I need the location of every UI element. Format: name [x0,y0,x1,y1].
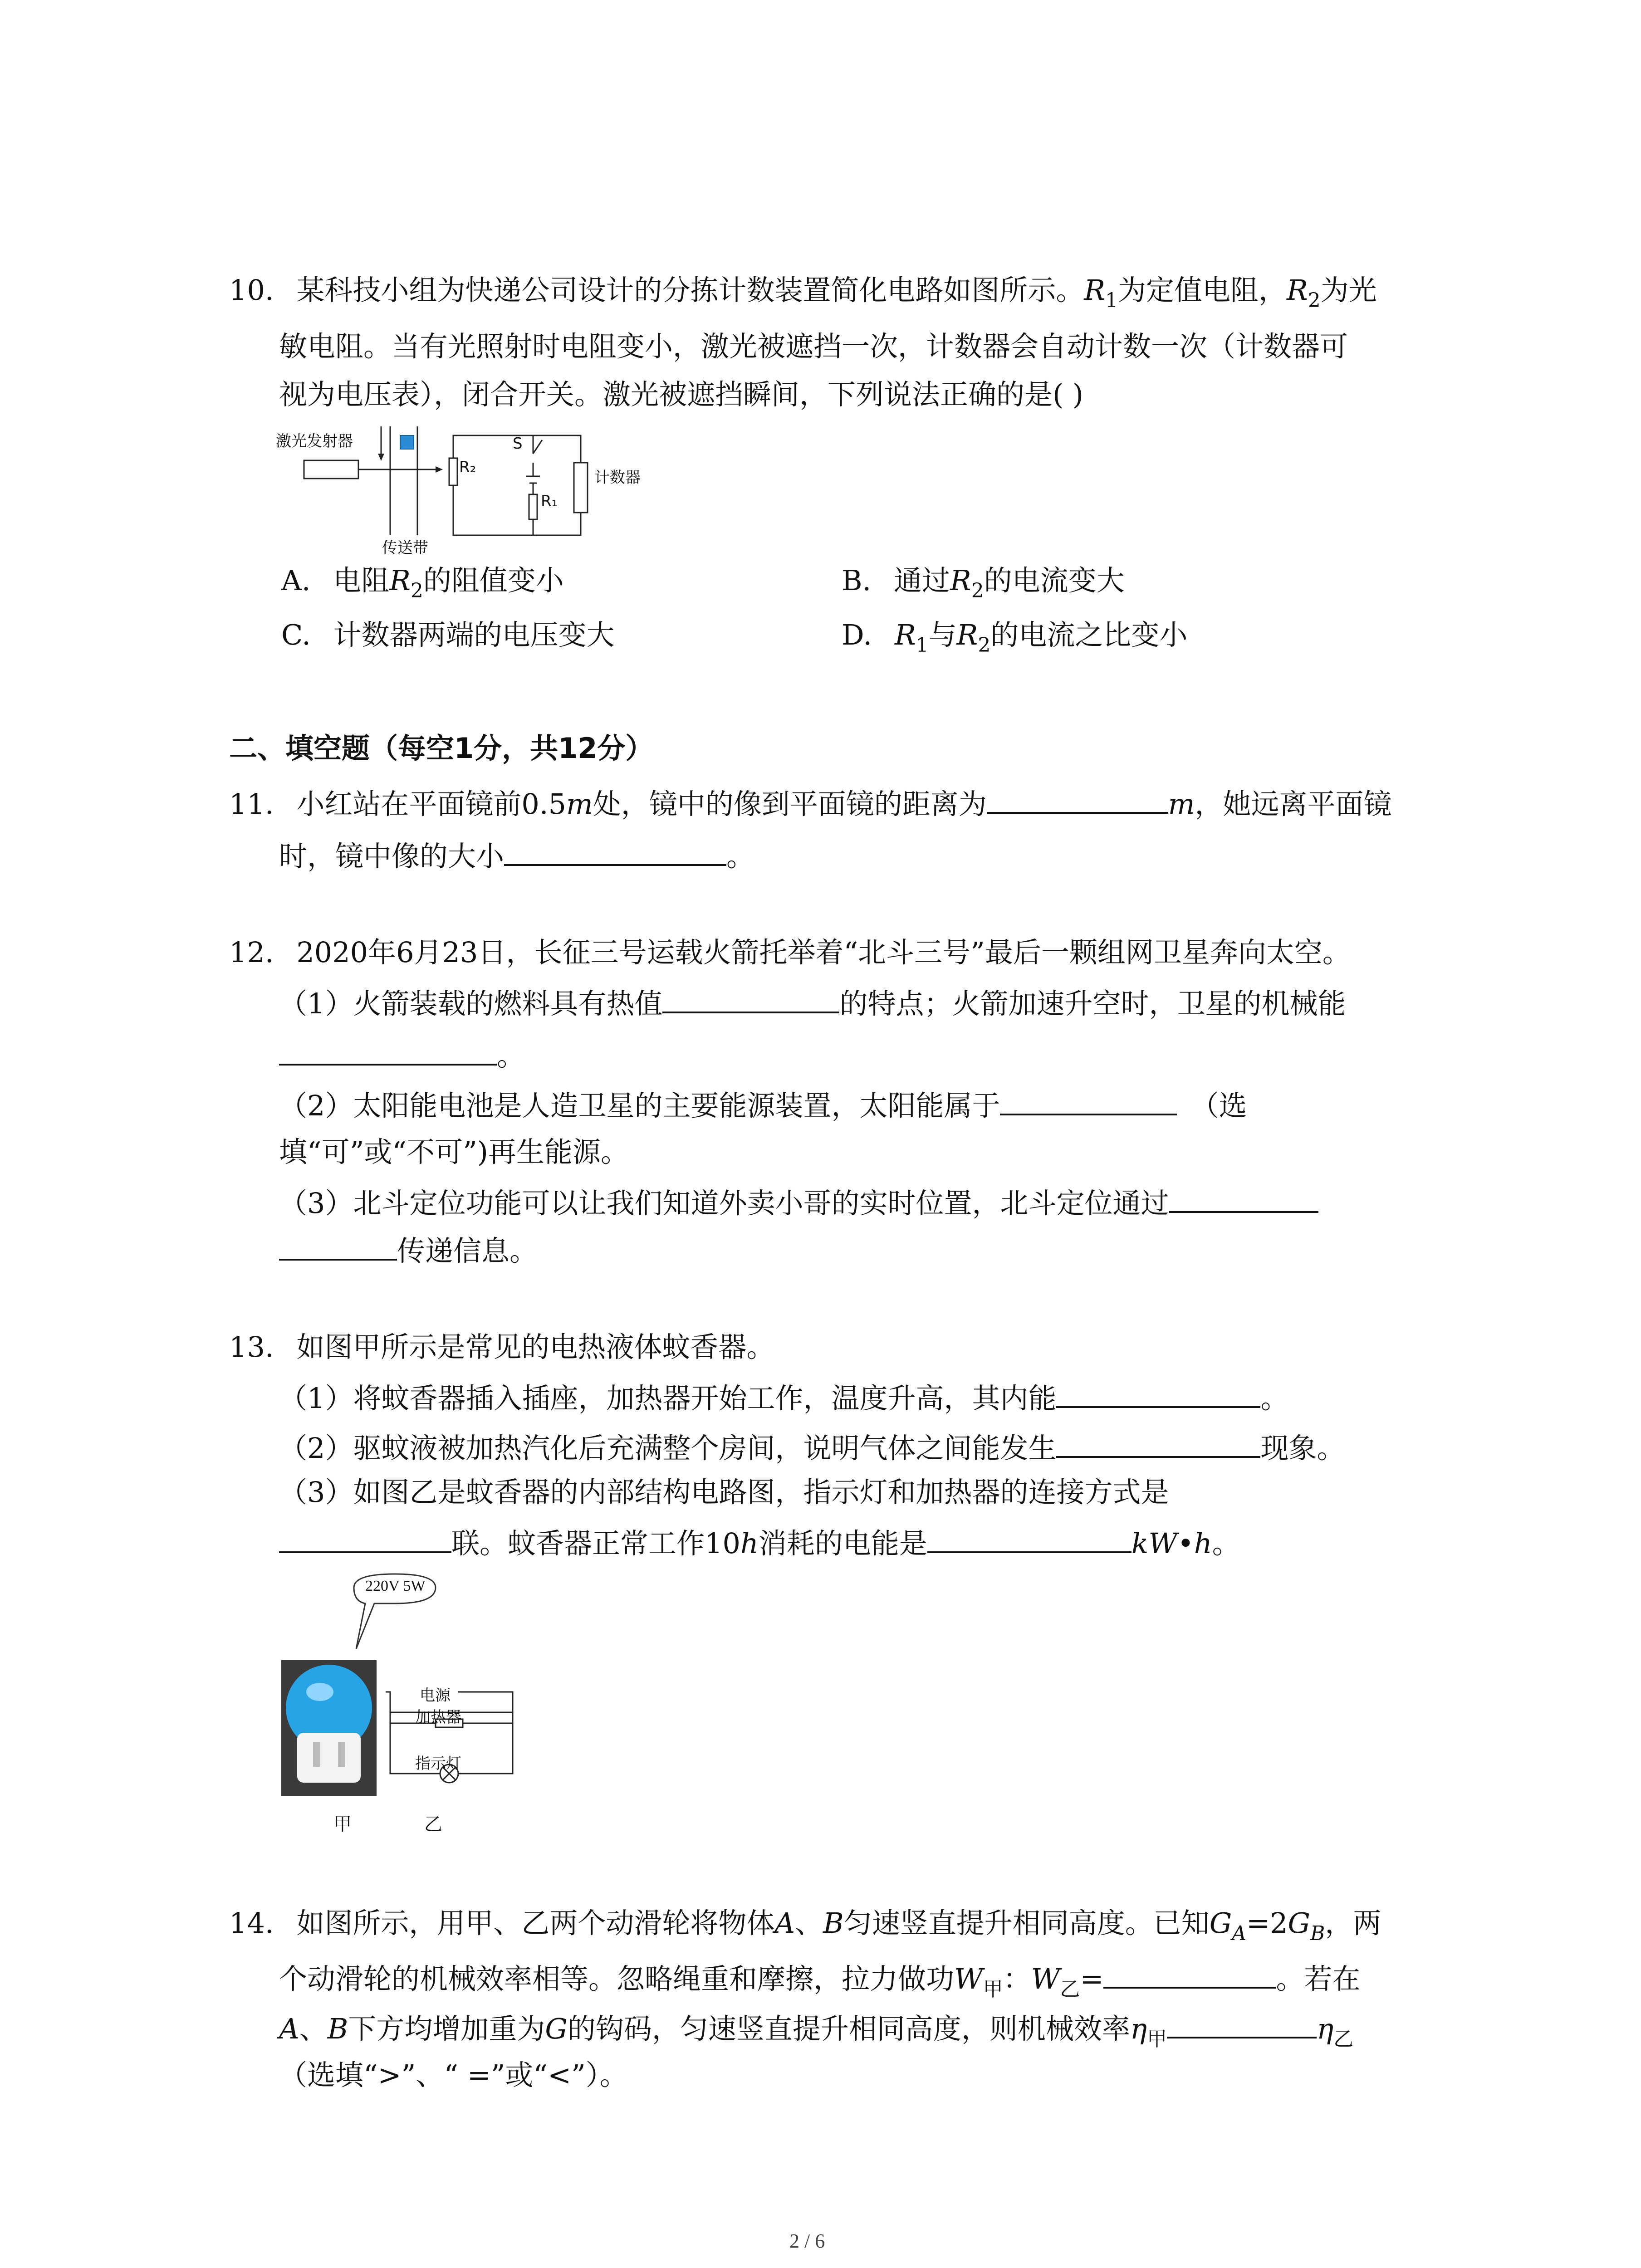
heater-label: 加热器 [415,1708,461,1726]
q14-line1: 14. 如图所示，用甲、乙两个动滑轮将物体A、B匀速竖直提升相同高度。已知$G_A=2G_B$，两 [229,1906,1381,1945]
counter-label: 计数器 [594,469,641,487]
q12-part1: （1）火箭装载的燃料具有热值 的特点；火箭加速升空时，卫星的机械能 [279,984,1346,1022]
label-yi: 乙 [424,1814,442,1835]
section-heading: 二、填空题（每空1分，共12分） [229,732,654,765]
q13-blank-1[interactable] [1056,1379,1260,1408]
q10-option-d[interactable]: D. $R_1$与$R_2$的电流之比变小 [842,618,1188,657]
q12-part1-cont: 。 [279,1036,525,1074]
q13-part1: （1）将蚊香器插入插座，加热器开始工作，温度升高，其内能 。 [279,1379,1288,1417]
label-jia: 甲 [333,1814,352,1835]
q13-blank-3[interactable] [279,1524,451,1553]
q12-part2: （2）太阳能电池是人造卫星的主要能源装置，太阳能属于 （选 [279,1086,1247,1124]
q12-line1: 12. 2020年6月23日，长征三号运载火箭托举着“北斗三号”最后一颗组网卫星奔向太空。 [229,936,1351,969]
laser-label: 激光发射器 [276,432,353,450]
page-number: 2 / 6 [789,2230,825,2252]
switch-label: S [513,435,523,453]
q11-line2: 时，镜中像的大小 。 [279,837,754,875]
q14-line3: A、B下方均增加重为G的钩码，匀速竖直提升相同高度，则机械效率$\eta_甲$ $\eta_乙$ [279,2009,1353,2050]
q13-line1: 13. 如图甲所示是常见的电热液体蚊香器。 [229,1330,775,1364]
q12-part2-cont: 填“可”或“不可”)再生能源。 [279,1135,629,1168]
q12-blank-5[interactable] [279,1232,397,1261]
q14-line2: 个动滑轮的机械效率相等。忽略绳重和摩擦，拉力做功$W_甲$：$W_乙=$ 。若在 [279,1960,1360,2000]
q12-part3: （3）北斗定位功能可以让我们知道外卖小哥的实时位置，北斗定位通过 [279,1184,1318,1222]
q13-part3: （3）如图乙是蚊香器的内部结构电路图，指示灯和加热器的连接方式是 [279,1476,1169,1509]
r1-label: R₁ [541,492,558,510]
bubble-label: 220V 5W [365,1578,426,1594]
q14-blank-1[interactable] [1103,1960,1276,1989]
belt-label: 传送带 [382,539,428,557]
q13-blank-2[interactable] [1056,1429,1260,1458]
q11-blank-2[interactable] [504,837,726,866]
q13-blank-4[interactable] [927,1524,1132,1553]
power-label: 电源 [420,1686,451,1705]
q13-part3-cont: 联。蚊香器正常工作10h消耗的电能是 kW•h。 [279,1524,1240,1562]
q10-option-a[interactable]: A. 电阻$R_2$的阻值变小 [281,564,564,602]
q12-blank-2[interactable] [279,1036,497,1066]
q13-part2: （2）驱蚊液被加热汽化后充满整个房间，说明气体之间能发生 现象。 [279,1429,1345,1466]
lamp-label: 指示灯 [415,1755,461,1773]
r2-label: R₂ [459,458,476,476]
q11-line1: 11. 小红站在平面镜前0.5m处，镜中的像到平面镜的距离为 m，她远离平面镜 [229,785,1392,822]
q10-option-b[interactable]: B. 通过$R_2$的电流变大 [842,564,1125,602]
q14-blank-2[interactable] [1167,2009,1317,2038]
q11-blank-1[interactable] [987,785,1168,814]
q12-blank-3[interactable] [1000,1086,1177,1115]
q10-option-c[interactable]: C. 计数器两端的电压变大 [281,618,615,651]
laser-emitter [304,460,358,479]
q10-line1: 10. 某科技小组为快递公司设计的分拣计数装置简化电路如图所示。$R_1$为定值电阻，$R_2$为光 [229,274,1377,312]
q12-part3-cont: 传递信息。 [279,1232,538,1269]
q10-line3: 视为电压表），闭合开关。激光被遮挡瞬间，下列说法正确的是( ) [279,378,1084,411]
q12-blank-4[interactable] [1169,1184,1318,1213]
resistor-r1 [529,494,537,519]
q13-figure [277,1569,531,1860]
q14-line4: （选填“>”、“ =”或“<”）。 [279,2058,628,2092]
q10-line2: 敏电阻。当有光照射时电阻变小，激光被遮挡一次，计数器会自动计数一次（计数器可 [279,330,1348,363]
q12-blank-1[interactable] [662,984,839,1013]
photoresistor-r2 [449,458,457,485]
q10-number: 10. [229,274,274,307]
counter-box [574,463,588,513]
package-box [400,435,414,449]
